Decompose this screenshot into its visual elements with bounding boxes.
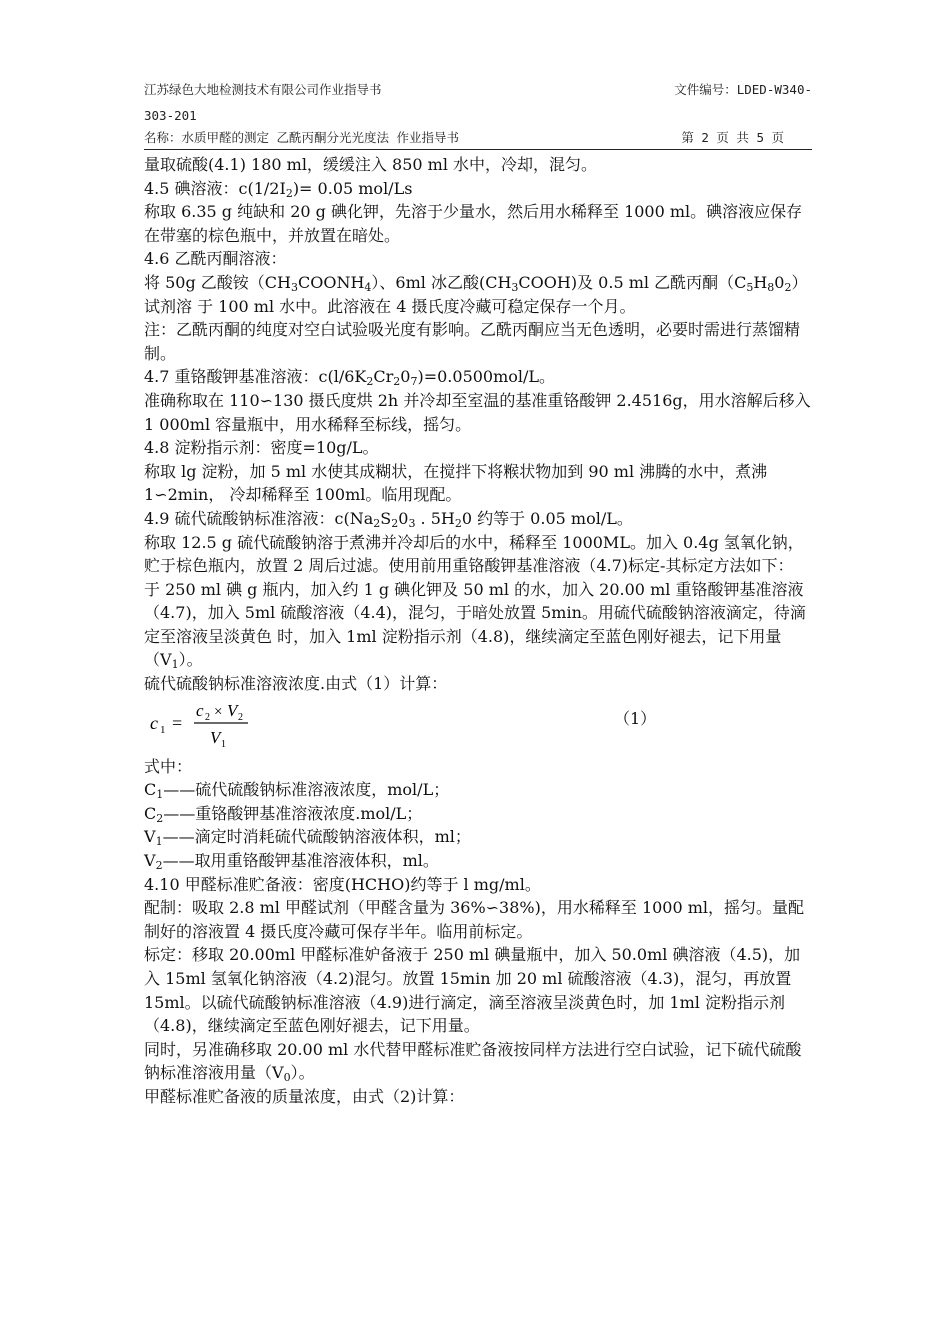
- formula-denominator-v-sub: 1: [221, 738, 226, 750]
- header-page-number: 第 2 页 共 5 页: [681, 130, 784, 145]
- formula-times: ×: [214, 703, 223, 720]
- formula-lhs: c: [150, 712, 158, 733]
- paragraph: 量取硫酸(4.1) 180 ml，缓缓注入 850 ml 水中，冷却，混匀。: [144, 155, 598, 174]
- paragraph: 式中：: [144, 756, 193, 776]
- document-body: [144, 153, 812, 1109]
- paragraph: 称取 lg 淀粉，加 5 ml 水使其成糊状，在搅拌下将糇状物加到 90 ml 沸腾的水中，煮沸 1∽2min， 冷却稀释至 100ml。临用现配。: [144, 461, 768, 505]
- paragraph: 配制：吸取 2.8 ml 甲醛试剂（甲醛含量为 36%∽38%)，用水稀释至 1000 ml，摇匀。量配制好的溶液置 4 摄氏度冷藏可保存半年。临用前标定。: [144, 898, 805, 941]
- section-heading-4-10: 4.10 甲醛标准贮备液：密度(HCHO)约等于 l mg/ml。: [144, 874, 541, 894]
- paragraph: 称取 12.5 g 硫代硫酸钠溶于煮沸并冷却后的水中，稀释至 1000ML。加入 0.4g 氢氧化钠，贮于棕色瓶内，放置 2 周后过滤。使用前用重铬酸钾基准溶液（4.7)标定-其标定方法如下：: [144, 532, 804, 576]
- formula-numerator-v: V: [227, 700, 238, 720]
- section-heading-4-9: 4.9 硫代硫酸钠标准溶液：$c(Na_2S_20_3$ . $5H_20$ 约等于 0.05 mol/L。: [144, 508, 633, 530]
- formula-1-graphic: [148, 699, 268, 751]
- paragraph: 于 250 ml 碘 g 瓶内，加入约 1 g 碘化钾及 50 ml 的水，加入 20.00 ml 重铬酸钾基准溶液（4.7)，加入 5ml 硫酸溶液（4.4)，混匀，于暗处放置 5min。用硫代硫酸钠溶液滴定，待滴定至溶液呈淡黄色 时，加入 1ml 淀粉指示剂（4.8)，继续滴定至蓝色刚好褪去，记下用量$(V_1)$。: [144, 579, 806, 672]
- paragraph: 硫代硫酸钠标准溶液浓度.由式（1）计算：: [144, 674, 448, 694]
- header-rule: [144, 149, 812, 150]
- paragraph: 准确称取在 110∽130 摄氏度烘 2h 并冷却至室温的基准重铬酸钾 2.4516g，用水溶解后移入 1 000ml 容量瓶中，用水稀释至标线，摇匀。: [144, 390, 811, 434]
- note-paragraph: 注：乙酰丙酮的纯度对空白试验吸光度有影响。乙酰丙酮应当无色透明，必要时需进行蒸馏精制。: [144, 320, 801, 363]
- section-heading-4-5: 4.5 碘溶液：$c(1/2I_2)= 0.05$ mol/Ls: [144, 178, 413, 200]
- header-doc-number-continued: 303-201: [144, 108, 197, 123]
- definition-c1: $C_1——$硫代硫酸钠标准溶液浓度，mol/L；: [144, 780, 450, 802]
- formula-numerator-v-sub: 2: [238, 711, 243, 723]
- formula-equals: =: [172, 712, 183, 733]
- definition-c2: $C_2——$重铬酸钾基准溶液浓度.mol/L；: [144, 803, 423, 825]
- section-heading-4-7: 4.7 重铬酸钾基准溶液：$c(l/6K_2Cr_20_7)=0.0500mol/L$。: [144, 367, 556, 389]
- section-heading-4-8: 4.8 淀粉指示剂：密度=10g/L。: [144, 438, 379, 458]
- section-heading-4-6: 4.6 乙酰丙酮溶液：: [144, 249, 287, 269]
- paragraph: 将 50g 乙酸铵$(CH_3COONH_4)$、6ml 冰乙酸$(CH_3COOH)$及 0.5 ml 乙酰丙酮$(C_5H_80_2)$试剂溶 于 100 ml 水中。此溶液在 4 摄氏度冷藏可稳定保存一个月。: [144, 272, 808, 316]
- formula-denominator-v: V: [210, 727, 221, 747]
- paragraph: 称取 6.35 g 纯缺和 20 g 碘化钾，先溶于少量水，然后用水稀释至 1000 ml。碘溶液应保存在带塞的棕色瓶中，并放置在暗处。: [144, 202, 803, 245]
- definition-v2: $V_2——$取用重铬酸钾基准溶液体积，ml。: [144, 851, 439, 873]
- formula-numerator-c-sub: 2: [205, 711, 210, 723]
- definition-v1: $V_1——$滴定时消耗硫代硫酸钠溶液体积，ml；: [144, 827, 471, 849]
- header-line-3: [144, 128, 812, 148]
- paragraph: 同时，另准确移取 20.00 ml 水代替甲醛标准贮备液按同样方法进行空白试验，记下硫代硫酸钠标准溶液用量$(V_0)$。: [144, 1039, 802, 1085]
- paragraph: 甲醛标准贮备液的质量浓度，由式（2)计算：: [144, 1086, 465, 1106]
- formula-lhs-sub: 1: [160, 723, 166, 736]
- formula-numerator-c: c: [196, 700, 204, 720]
- header-doc-name: 名称：水质甲醛的测定 乙酰丙酮分光光度法 作业指导书: [144, 130, 460, 145]
- header-company: 江苏绿色大地检测技术有限公司作业指导书: [144, 82, 382, 97]
- formula-1: [144, 699, 812, 751]
- header-doc-number: 文件编号：LDED-W340-: [674, 82, 812, 97]
- header-line-1: [144, 80, 812, 100]
- equation-number-1: （1）: [614, 708, 657, 728]
- paragraph: 标定：移取 20.00ml 甲醛标准妒备液于 250 ml 碘量瓶中，加入 50.0ml 碘溶液（4.5)，加入 15ml 氢氧化钠溶液（4.2)混匀。放置 15min 加 20 ml 硫酸溶液（4.3)，混匀，再放置 15ml。以硫代硫酸钠标准溶液（4.9)进行滴定，滴至溶液呈淡黄色时，加 1ml 淀粉指示剂（4.8)，继续滴定至蓝色刚好褪去，记下用量。: [144, 945, 801, 1036]
